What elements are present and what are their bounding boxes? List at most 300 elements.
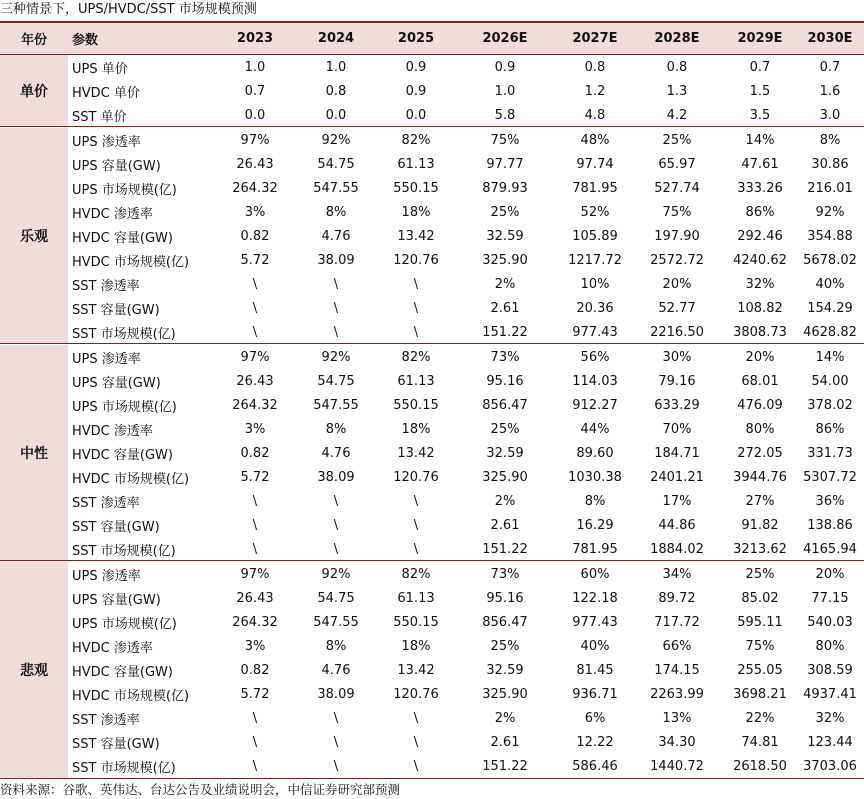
- table-cell: 22%: [745, 710, 775, 726]
- row-param: SST 渗透率: [72, 495, 140, 511]
- table-cell: 8%: [325, 421, 347, 437]
- table-cell: 61.13: [397, 373, 435, 389]
- table-cell: 912.27: [572, 397, 618, 413]
- table-cell: 25%: [662, 132, 692, 148]
- table-cell: 54.00: [811, 373, 849, 389]
- table-cell: 1.0: [325, 59, 347, 75]
- table-cell: 27%: [745, 493, 775, 509]
- table-cell: 32%: [815, 710, 845, 726]
- table-cell: 91.82: [741, 517, 779, 533]
- table-cell: 2%: [494, 276, 516, 292]
- table-cell: 32%: [745, 276, 775, 292]
- table-cell: 4.76: [321, 445, 351, 461]
- row-param: SST 容量(GW): [72, 736, 160, 752]
- table-cell: 550.15: [393, 397, 439, 413]
- table-cell: 30.86: [811, 156, 849, 172]
- table-cell: 40%: [580, 638, 610, 654]
- table-cell: 4.2: [666, 107, 688, 123]
- header-year: 2028E: [654, 31, 700, 46]
- table-cell: 781.95: [572, 180, 618, 196]
- table-cell: 73%: [490, 349, 520, 365]
- table-cell: 1217.72: [568, 252, 622, 268]
- table-cell: 3944.76: [733, 469, 787, 485]
- header-year: 2025: [397, 31, 435, 46]
- table-cell: \: [413, 710, 419, 726]
- table-cell: \: [333, 300, 339, 316]
- table-cell: 325.90: [482, 686, 528, 702]
- table-cell: 18%: [401, 204, 431, 220]
- row-param: HVDC 市场规模(亿): [72, 254, 190, 270]
- table-row: [0, 200, 864, 224]
- table-cell: \: [333, 758, 339, 774]
- table-cell: 2572.72: [650, 252, 704, 268]
- table-row: [0, 345, 864, 369]
- header-year: 2026E: [482, 31, 528, 46]
- table-cell: \: [252, 493, 258, 509]
- table-cell: 325.90: [482, 469, 528, 485]
- table-cell: 540.03: [807, 614, 853, 630]
- table-cell: 354.88: [807, 228, 853, 244]
- table-cell: 44%: [580, 421, 610, 437]
- table-cell: 120.76: [393, 469, 439, 485]
- table-cell: 0.0: [405, 107, 427, 123]
- table-cell: 1884.02: [650, 541, 704, 557]
- table-row: [0, 176, 864, 200]
- table-cell: 80%: [745, 421, 775, 437]
- table-cell: 3%: [244, 204, 266, 220]
- table-cell: \: [252, 541, 258, 557]
- table-cell: 20%: [662, 276, 692, 292]
- table-cell: 80%: [815, 638, 845, 654]
- table-cell: 2401.21: [650, 469, 704, 485]
- row-param: UPS 市场规模(亿): [72, 399, 177, 415]
- table-cell: 1.0: [244, 59, 266, 75]
- table-cell: 26.43: [236, 373, 274, 389]
- table-cell: 14%: [815, 349, 845, 365]
- table-row: [0, 754, 864, 778]
- table-cell: 13%: [662, 710, 692, 726]
- group-label: 悲观: [0, 562, 68, 778]
- table-cell: 1.6: [819, 83, 841, 99]
- table-cell: 4.76: [321, 228, 351, 244]
- table-cell: 32.59: [486, 445, 524, 461]
- table-cell: 550.15: [393, 180, 439, 196]
- table-cell: 5307.72: [803, 469, 857, 485]
- table-cell: 18%: [401, 638, 431, 654]
- table-cell: 36%: [815, 493, 845, 509]
- table-cell: \: [413, 541, 419, 557]
- table-row: [0, 634, 864, 658]
- table-cell: 61.13: [397, 156, 435, 172]
- table-cell: 264.32: [232, 614, 278, 630]
- table-cell: 292.46: [737, 228, 783, 244]
- table-cell: 2%: [494, 710, 516, 726]
- table-cell: 47.61: [741, 156, 779, 172]
- table-row: [0, 682, 864, 706]
- table-cell: \: [252, 300, 258, 316]
- table-group: [0, 562, 864, 779]
- table-cell: 85.02: [741, 590, 779, 606]
- table-row: [0, 152, 864, 176]
- table-cell: 97.77: [486, 156, 524, 172]
- table-cell: 1.2: [584, 83, 606, 99]
- table-row: [0, 320, 864, 344]
- table-cell: 10%: [580, 276, 610, 292]
- table-cell: 52%: [580, 204, 610, 220]
- source-note: 资料来源：谷歌、英伟达、台达公告及业绩说明会，中信证券研究部预测: [0, 782, 401, 797]
- row-param: UPS 市场规模(亿): [72, 182, 177, 198]
- row-param: SST 单价: [72, 109, 127, 125]
- table-cell: 4.76: [321, 662, 351, 678]
- table-cell: 92%: [815, 204, 845, 220]
- table-cell: 18%: [401, 421, 431, 437]
- table-cell: 3213.62: [733, 541, 787, 557]
- header-year-label: 年份: [20, 33, 47, 48]
- table-cell: 95.16: [486, 590, 524, 606]
- table-cell: 717.72: [654, 614, 700, 630]
- row-param: SST 市场规模(亿): [72, 543, 176, 559]
- table-cell: 68.01: [741, 373, 779, 389]
- row-param: UPS 容量(GW): [72, 158, 161, 174]
- table-cell: 1.0: [494, 83, 516, 99]
- table-cell: 16.29: [576, 517, 614, 533]
- table-row: [0, 730, 864, 754]
- table-row: [0, 658, 864, 682]
- table-cell: 82%: [401, 349, 431, 365]
- row-param: SST 渗透率: [72, 278, 140, 294]
- table-cell: 81.45: [576, 662, 614, 678]
- table-cell: 54.75: [317, 373, 355, 389]
- table-cell: 977.43: [572, 614, 618, 630]
- table-cell: 66%: [662, 638, 692, 654]
- table-cell: 44.86: [658, 517, 696, 533]
- table-row: [0, 562, 864, 586]
- table-cell: 4.8: [584, 107, 606, 123]
- row-param: HVDC 市场规模(亿): [72, 688, 190, 704]
- table-cell: 1030.38: [568, 469, 622, 485]
- table-row: [0, 79, 864, 103]
- table-cell: 197.90: [654, 228, 700, 244]
- table-cell: \: [413, 300, 419, 316]
- table-cell: 13.42: [397, 662, 435, 678]
- table-cell: 0.8: [325, 83, 347, 99]
- table-cell: 92%: [321, 349, 351, 365]
- table-cell: \: [252, 758, 258, 774]
- table-cell: 25%: [490, 638, 520, 654]
- table-cell: 120.76: [393, 686, 439, 702]
- row-param: UPS 单价: [72, 61, 128, 77]
- table-cell: 0.82: [240, 228, 270, 244]
- table-cell: 97%: [240, 132, 270, 148]
- table-cell: 89.72: [658, 590, 696, 606]
- table-cell: 8%: [584, 493, 606, 509]
- table-cell: \: [252, 324, 258, 340]
- table-cell: 4165.94: [803, 541, 857, 557]
- table-cell: \: [333, 517, 339, 533]
- table-cell: 30%: [662, 349, 692, 365]
- table-cell: 95.16: [486, 373, 524, 389]
- table-cell: \: [333, 493, 339, 509]
- table-cell: 595.11: [737, 614, 783, 630]
- table-cell: 0.8: [584, 59, 606, 75]
- table-cell: 86%: [815, 421, 845, 437]
- table-cell: 633.29: [654, 397, 700, 413]
- table-cell: 20%: [815, 566, 845, 582]
- table-cell: 3703.06: [803, 758, 857, 774]
- table-cell: 52.77: [658, 300, 696, 316]
- table-cell: 65.97: [658, 156, 696, 172]
- table-cell: 2618.50: [733, 758, 787, 774]
- table-cell: 138.86: [807, 517, 853, 533]
- table-cell: 26.43: [236, 156, 274, 172]
- row-param: UPS 渗透率: [72, 134, 141, 150]
- table-cell: \: [252, 710, 258, 726]
- table-cell: 5.8: [494, 107, 516, 123]
- table-cell: 0.82: [240, 662, 270, 678]
- table-cell: \: [333, 541, 339, 557]
- table-cell: \: [333, 734, 339, 750]
- table-group: [0, 55, 864, 127]
- table-cell: 77.15: [811, 590, 849, 606]
- table-cell: 105.89: [572, 228, 618, 244]
- table-cell: 936.71: [572, 686, 618, 702]
- table-cell: 0.0: [244, 107, 266, 123]
- group-label: 中性: [0, 345, 68, 560]
- table-cell: 151.22: [482, 541, 528, 557]
- table-row: [0, 706, 864, 730]
- row-param: SST 容量(GW): [72, 302, 160, 318]
- table-cell: 86%: [745, 204, 775, 220]
- table-cell: 2.61: [490, 734, 520, 750]
- table-cell: 75%: [490, 132, 520, 148]
- table-header: [0, 23, 864, 54]
- table-cell: 2%: [494, 493, 516, 509]
- table-cell: 92%: [321, 132, 351, 148]
- table-cell: 8%: [325, 204, 347, 220]
- table-cell: 2.61: [490, 300, 520, 316]
- table-cell: \: [333, 710, 339, 726]
- table-cell: 3%: [244, 421, 266, 437]
- table-cell: 151.22: [482, 324, 528, 340]
- table-cell: 97.74: [576, 156, 614, 172]
- table-cell: 82%: [401, 566, 431, 582]
- table-cell: 75%: [662, 204, 692, 220]
- table-cell: 54.75: [317, 590, 355, 606]
- table-cell: 325.90: [482, 252, 528, 268]
- table-cell: 32.59: [486, 228, 524, 244]
- table-cell: 5678.02: [803, 252, 857, 268]
- table-row: [0, 441, 864, 465]
- table-cell: 73%: [490, 566, 520, 582]
- table-cell: 20.36: [576, 300, 614, 316]
- table-cell: 550.15: [393, 614, 439, 630]
- table-cell: 5.72: [240, 252, 270, 268]
- table-cell: 378.02: [807, 397, 853, 413]
- table-cell: 272.05: [737, 445, 783, 461]
- table-cell: 0.9: [405, 83, 427, 99]
- table-cell: 4240.62: [733, 252, 787, 268]
- header-year: 2023: [236, 31, 274, 46]
- table-cell: 0.7: [819, 59, 841, 75]
- table-cell: 122.18: [572, 590, 618, 606]
- table-cell: 3698.21: [733, 686, 787, 702]
- table-cell: 1.3: [666, 83, 688, 99]
- table-cell: 879.93: [482, 180, 528, 196]
- table-group: [0, 345, 864, 561]
- table-cell: 2216.50: [650, 324, 704, 340]
- table-cell: 0.0: [325, 107, 347, 123]
- table-cell: 13.42: [397, 228, 435, 244]
- table-cell: \: [413, 758, 419, 774]
- table-cell: 34.30: [658, 734, 696, 750]
- table-cell: 32.59: [486, 662, 524, 678]
- row-param: SST 市场规模(亿): [72, 326, 176, 342]
- table-cell: 331.73: [807, 445, 853, 461]
- table-row: [0, 489, 864, 513]
- row-param: UPS 市场规模(亿): [72, 616, 177, 632]
- header-year: 2027E: [572, 31, 618, 46]
- table-cell: 8%: [819, 132, 841, 148]
- table-cell: 20%: [745, 349, 775, 365]
- table-cell: 3.5: [749, 107, 771, 123]
- table-row: [0, 55, 864, 79]
- table-cell: 123.44: [807, 734, 853, 750]
- table-cell: 54.75: [317, 156, 355, 172]
- table-row: [0, 537, 864, 561]
- table-cell: 25%: [745, 566, 775, 582]
- table-cell: 0.7: [749, 59, 771, 75]
- table-group: [0, 128, 864, 344]
- table-cell: 856.47: [482, 397, 528, 413]
- table-cell: 74.81: [741, 734, 779, 750]
- header-param-label: 参数: [72, 33, 99, 48]
- table-cell: 154.29: [807, 300, 853, 316]
- row-param: UPS 渗透率: [72, 568, 141, 584]
- table-cell: 26.43: [236, 590, 274, 606]
- table-cell: \: [413, 276, 419, 292]
- row-param: SST 渗透率: [72, 712, 140, 728]
- table-cell: 476.09: [737, 397, 783, 413]
- table-cell: 5.72: [240, 469, 270, 485]
- row-param: SST 容量(GW): [72, 519, 160, 535]
- table-row: [0, 103, 864, 127]
- table-cell: 0.9: [405, 59, 427, 75]
- row-param: HVDC 渗透率: [72, 640, 153, 656]
- table-row: [0, 224, 864, 248]
- table-cell: 977.43: [572, 324, 618, 340]
- table-cell: 120.76: [393, 252, 439, 268]
- table-cell: 3%: [244, 638, 266, 654]
- table-title: 三种情景下，UPS/HVDC/SST 市场规模预测: [0, 2, 257, 17]
- table-cell: 97%: [240, 566, 270, 582]
- header-year: 2030E: [807, 31, 853, 46]
- table-cell: \: [252, 734, 258, 750]
- table-cell: 3808.73: [733, 324, 787, 340]
- table-cell: 6%: [584, 710, 606, 726]
- table-cell: 255.05: [737, 662, 783, 678]
- table-cell: 82%: [401, 132, 431, 148]
- table-cell: 333.26: [737, 180, 783, 196]
- header-year: 2029E: [737, 31, 783, 46]
- table-cell: 4937.41: [803, 686, 857, 702]
- table-cell: 97%: [240, 349, 270, 365]
- row-param: HVDC 市场规模(亿): [72, 471, 190, 487]
- table-cell: 856.47: [482, 614, 528, 630]
- table-cell: 547.55: [313, 397, 359, 413]
- table-cell: 5.72: [240, 686, 270, 702]
- table-cell: 89.60: [576, 445, 614, 461]
- header-year: 2024: [317, 31, 355, 46]
- table-cell: 0.82: [240, 445, 270, 461]
- table-cell: 61.13: [397, 590, 435, 606]
- table-cell: 114.03: [572, 373, 618, 389]
- table-cell: 264.32: [232, 180, 278, 196]
- table-cell: 2.61: [490, 517, 520, 533]
- table-cell: 586.46: [572, 758, 618, 774]
- row-param: UPS 渗透率: [72, 351, 141, 367]
- group-label: 乐观: [0, 128, 68, 343]
- table-cell: 3.0: [819, 107, 841, 123]
- row-param: HVDC 渗透率: [72, 206, 153, 222]
- table-cell: 70%: [662, 421, 692, 437]
- table-cell: 12.22: [576, 734, 614, 750]
- table-cell: 781.95: [572, 541, 618, 557]
- table-cell: 25%: [490, 204, 520, 220]
- table-cell: 13.42: [397, 445, 435, 461]
- table-cell: 0.8: [666, 59, 688, 75]
- row-param: HVDC 单价: [72, 85, 140, 101]
- table-cell: 527.74: [654, 180, 700, 196]
- table-cell: 547.55: [313, 614, 359, 630]
- row-param: HVDC 渗透率: [72, 423, 153, 439]
- table-row: [0, 465, 864, 489]
- table-cell: \: [413, 493, 419, 509]
- table-cell: 40%: [815, 276, 845, 292]
- table-cell: \: [413, 734, 419, 750]
- table-row: [0, 128, 864, 152]
- table-row: [0, 393, 864, 417]
- table-cell: \: [252, 517, 258, 533]
- table-cell: 34%: [662, 566, 692, 582]
- table-cell: \: [333, 276, 339, 292]
- table-cell: 25%: [490, 421, 520, 437]
- table-cell: 8%: [325, 638, 347, 654]
- table-cell: 108.82: [737, 300, 783, 316]
- table-cell: 38.09: [317, 469, 355, 485]
- table-cell: \: [413, 517, 419, 533]
- table-row: [0, 272, 864, 296]
- table-row: [0, 417, 864, 441]
- table-cell: 547.55: [313, 180, 359, 196]
- table-cell: \: [413, 324, 419, 340]
- table-cell: 2263.99: [650, 686, 704, 702]
- group-label: 单价: [0, 55, 68, 126]
- table-row: [0, 586, 864, 610]
- table-cell: 79.16: [658, 373, 696, 389]
- table-cell: 38.09: [317, 686, 355, 702]
- row-param: HVDC 容量(GW): [72, 447, 173, 463]
- table-cell: 17%: [662, 493, 692, 509]
- table-cell: 216.01: [807, 180, 853, 196]
- table-row: [0, 248, 864, 272]
- table-row: [0, 513, 864, 537]
- table-cell: \: [333, 324, 339, 340]
- row-param: UPS 容量(GW): [72, 592, 161, 608]
- table-cell: \: [252, 276, 258, 292]
- table-cell: 1440.72: [650, 758, 704, 774]
- table-cell: 184.71: [654, 445, 700, 461]
- table-cell: 14%: [745, 132, 775, 148]
